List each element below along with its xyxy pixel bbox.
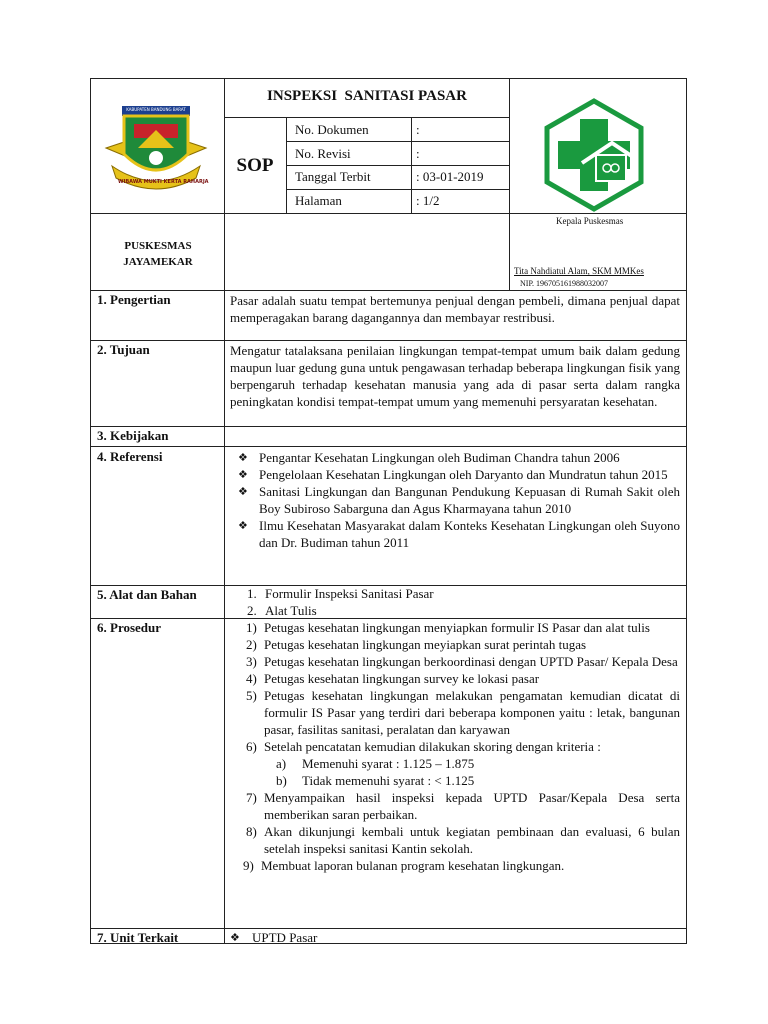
prosedur-item-3: Petugas kesehatan lingkungan berkoordinasi dengan UPTD Pasar/ Kepala Desa bbox=[264, 654, 678, 669]
label-pengertian: 1. Pengertian bbox=[97, 292, 171, 307]
prosedur-list bbox=[243, 619, 680, 874]
label-prosedur: 6. Prosedur bbox=[97, 620, 162, 635]
issue-date-label: Tanggal Terbit bbox=[295, 169, 371, 184]
prosedur-sub-item-a: Memenuhi syarat : 1.125 – 1.875 bbox=[302, 756, 475, 771]
prosedur-item-1: Petugas kesehatan lingkungan menyiapkan formulir IS Pasar dan alat tulis bbox=[264, 620, 650, 635]
revision-label: No. Revisi bbox=[295, 146, 351, 161]
diamond-bullet-icon: ❖ bbox=[230, 931, 240, 944]
list-item bbox=[247, 585, 679, 602]
prosedur-item-7: Menyampaikan hasil inspeksi kepada UPTD Pasar/Kepala Desa serta memberikan saran perbaikan. bbox=[264, 790, 680, 822]
prosedur-num: 6) bbox=[246, 739, 257, 754]
header-bottom-line bbox=[90, 290, 687, 291]
prosedur-num: 5) bbox=[246, 688, 257, 703]
header-row-line-2 bbox=[90, 213, 687, 214]
prosedur-num: 9) bbox=[243, 858, 254, 873]
alat-num-2: 2. bbox=[247, 603, 257, 618]
row-line-kebijakan bbox=[90, 426, 687, 427]
row-line-tujuan bbox=[90, 340, 687, 341]
referensi-item-4: Ilmu Kesehatan Masyarakat dalam Konteks Kesehatan Lingkungan oleh Suyono dan Dr. Budiman tahun 2011 bbox=[259, 518, 680, 550]
issue-date-value: : 03-01-2019 bbox=[416, 169, 484, 184]
label-unit: 7. Unit Terkait bbox=[97, 930, 179, 945]
signer-nip: NIP. 196705161988032007 bbox=[520, 279, 609, 288]
list-item bbox=[238, 449, 680, 466]
kbb-logo-top-text: KABUPATEN BANDUNG BARAT bbox=[126, 107, 186, 112]
label-kebijakan: 3. Kebijakan bbox=[97, 428, 169, 443]
prosedur-sub-item-b: Tidak memenuhi syarat : < 1.125 bbox=[302, 773, 475, 788]
puskesmas-logo bbox=[538, 99, 650, 211]
list-item bbox=[246, 636, 680, 653]
list-item bbox=[238, 466, 680, 483]
doc-row-line-1 bbox=[286, 141, 510, 142]
label-referensi: 4. Referensi bbox=[97, 449, 163, 464]
prosedur-num: 1) bbox=[246, 620, 257, 635]
list-item bbox=[276, 772, 680, 789]
alat-list bbox=[247, 585, 679, 619]
prosedur-num: 7) bbox=[246, 790, 257, 805]
list-item bbox=[246, 823, 680, 857]
prosedur-sub-num: b) bbox=[276, 773, 287, 788]
prosedur-num: 3) bbox=[246, 654, 257, 669]
diamond-bullet-icon: ❖ bbox=[238, 485, 248, 498]
diamond-bullet-icon: ❖ bbox=[238, 468, 248, 481]
list-item bbox=[246, 789, 680, 823]
page-label: Halaman bbox=[295, 193, 342, 208]
label-alat: 5. Alat dan Bahan bbox=[97, 587, 197, 602]
header-divider-left bbox=[224, 78, 225, 290]
sop-label: SOP bbox=[236, 155, 274, 176]
puskesmas-emblem-icon bbox=[538, 99, 650, 211]
diamond-bullet-icon: ❖ bbox=[238, 451, 248, 464]
doc-row-line-2 bbox=[286, 165, 510, 166]
row-line-referensi bbox=[90, 446, 687, 447]
prosedur-item-6: Setelah pencatatan kemudian dilakukan skoring dengan kriteria : bbox=[264, 739, 601, 754]
alat-item-2: Alat Tulis bbox=[265, 603, 317, 618]
header-divider-right bbox=[509, 78, 510, 290]
signer-name: Tita Nahdiatul Alam, SKM MMKes bbox=[514, 266, 644, 276]
list-item bbox=[247, 602, 679, 619]
list-item bbox=[243, 857, 680, 874]
signer-title: Kepala Puskesmas bbox=[556, 216, 624, 226]
list-item bbox=[246, 653, 680, 670]
referensi-item-2: Pengelolaan Kesehatan Lingkungan oleh Daryanto dan Mundratun tahun 2015 bbox=[259, 467, 668, 482]
doc-number-value: : bbox=[416, 122, 420, 137]
document-title: INSPEKSI SANITASI PASAR bbox=[267, 88, 467, 104]
list-item bbox=[230, 929, 680, 946]
prosedur-item-2: Petugas kesehatan lingkungan meyiapkan surat perintah tugas bbox=[264, 637, 587, 652]
prosedur-item-4: Petugas kesehatan lingkungan survey ke lokasi pasar bbox=[264, 671, 540, 686]
kbb-logo-bottom-text: WIBAWA MUKTI KERTA RAHARJA bbox=[118, 179, 209, 185]
alat-item-1: Formulir Inspeksi Sanitasi Pasar bbox=[265, 586, 434, 601]
pengertian-text: Pasar adalah suatu tempat bertemunya penjual dengan pembeli, dimana penjual dapat memperagakan barang dagangannya dan membayar restribusi. bbox=[230, 293, 680, 325]
list-item bbox=[246, 670, 680, 687]
referensi-item-3: Sanitasi Lingkungan dan Bangunan Pendukung Kepuasan di Rumah Sakit oleh Boy Subiroso Sabarguna dan Agus Kharmayana tahun 2010 bbox=[259, 484, 680, 516]
prosedur-item-9: Membuat laporan bulanan program kesehatan lingkungan. bbox=[261, 858, 565, 873]
prosedur-item-8: Akan dikunjungi kembali untuk kegiatan pembinaan dan evaluasi, 6 bulan setelah inspeksi sanitasi Kantin sekolah. bbox=[264, 824, 680, 856]
page-value: : 1/2 bbox=[416, 193, 440, 208]
doc-row-line-3 bbox=[286, 189, 510, 190]
referensi-item-1: Pengantar Kesehatan Lingkungan oleh Budiman Chandra tahun 2006 bbox=[259, 450, 620, 465]
referensi-list bbox=[238, 449, 680, 551]
doc-number-label: No. Dokumen bbox=[295, 122, 369, 137]
header-row-line-1 bbox=[224, 117, 510, 118]
prosedur-num: 4) bbox=[246, 671, 257, 686]
list-item bbox=[238, 517, 680, 551]
tujuan-text: Mengatur tatalaksana penilaian lingkungan tempat-tempat umum baik dalam gedung maupun luar gedung guna untuk pengawasan terhadap beberapa lingkungan fisik yang berpengaruh terhadap kesehatan manusia yang ada di pasar serta dalam rangka peningkatan kondisi tempat-tempat umum yang memenuhi persyaratan kesehatan. bbox=[230, 343, 680, 409]
alat-num-1: 1. bbox=[247, 586, 257, 601]
prosedur-num: 2) bbox=[246, 637, 257, 652]
list-item bbox=[246, 687, 680, 738]
prosedur-item-5: Petugas kesehatan lingkungan melakukan pengamatan kemudian dicatat di formulir IS Pasar yang terdiri dari beberapa komponen yaitu : letak, bangunan pasar, fasilitas sanitasi, peralatan dan karyawan bbox=[264, 688, 680, 737]
doc-col-divider bbox=[411, 117, 412, 213]
prosedur-num: 8) bbox=[246, 824, 257, 839]
list-item bbox=[246, 619, 680, 636]
label-tujuan: 2. Tujuan bbox=[97, 342, 150, 357]
revision-value: : bbox=[416, 146, 420, 161]
kbb-logo bbox=[104, 100, 208, 196]
diamond-bullet-icon: ❖ bbox=[238, 519, 248, 532]
list-item bbox=[238, 483, 680, 517]
prosedur-sub-num: a) bbox=[276, 756, 287, 771]
body-column-divider bbox=[224, 290, 225, 944]
list-item bbox=[246, 738, 680, 755]
unit-list bbox=[230, 929, 680, 946]
unit-item-1: UPTD Pasar bbox=[252, 930, 318, 945]
org-name: PUSKESMAS JAYAMEKAR bbox=[123, 240, 193, 268]
list-item bbox=[276, 755, 680, 772]
